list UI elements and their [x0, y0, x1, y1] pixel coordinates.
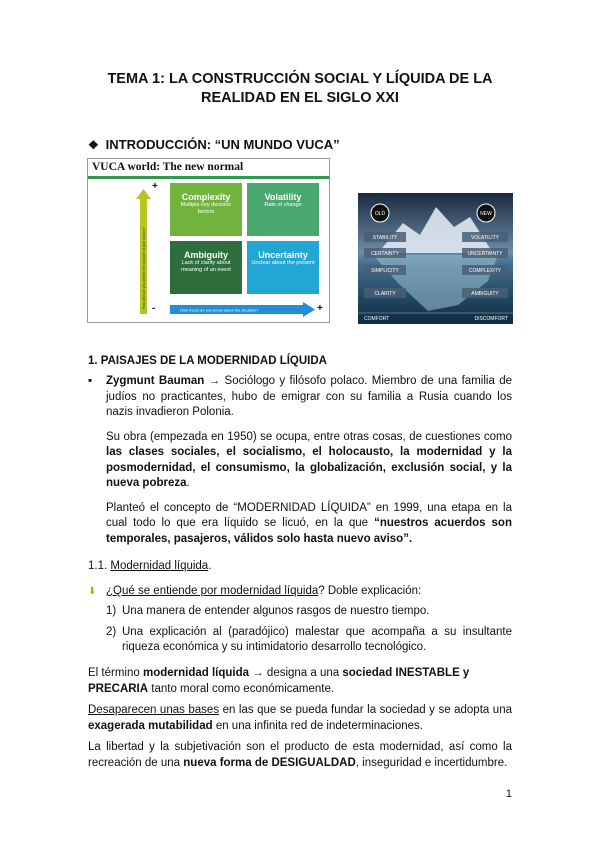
list-item: [106, 604, 512, 620]
libertad-paragraph: [88, 740, 512, 771]
termino-paragraph: [88, 666, 512, 697]
vuca-y-axis-label: How well can you predict the outcome of your actions?: [142, 227, 146, 309]
iceberg-right-2: UNCERTAINTY: [467, 251, 503, 257]
iceberg-graphic: [358, 193, 513, 324]
question-line: [88, 585, 512, 597]
obra-text-a: Su obra (empezada en 1950) se ocupa, entre otras cosas, de cuestiones como: [106, 430, 512, 443]
page-number: 1: [505, 788, 512, 800]
desaparecen-paragraph: [88, 703, 512, 734]
concepto-text-bold: “nuestros acuerdos son temporales, pasajeros, válidos solo hasta nuevo aviso”.: [106, 517, 512, 545]
iceberg-image: [358, 193, 513, 324]
bauman-paragraph: [88, 374, 512, 421]
vuca-box-complexity-sub: Multiple key decision factors: [180, 202, 232, 215]
heading-1-1-text: Modernidad líquida: [110, 560, 209, 572]
list-item-number: 1): [106, 605, 117, 617]
square-bullet-icon: ▪: [88, 375, 93, 387]
iceberg-discomfort: DISCOMFORT: [474, 316, 508, 322]
bauman-text: Sociólogo y filósofo polaco. Miembro de una familia de judíos no practicantes, hubo de emigrar con su familia a Rusia cuando los nazis invadieron Polonia.: [106, 375, 512, 418]
bauman-name: Zygmunt Bauman: [106, 375, 205, 387]
vuca-box-complexity: [170, 183, 242, 236]
obra-text-bold: las clases sociales, el socialismo, el holocausto, la modernidad y la posmodernidad, el consumismo, la globalización, exclusión social, y la nueva pobreza: [106, 446, 512, 489]
title-line-2: REALIDAD EN EL SIGLO XXI: [201, 90, 399, 106]
question-text-rest: ? Doble explicación:: [318, 585, 422, 597]
explanation-list: [106, 604, 512, 656]
iceberg-left-1: STABILITY: [372, 235, 398, 241]
vuca-box-uncertainty-head: Uncertainty: [258, 250, 308, 260]
heading-1-1-dot: .: [208, 560, 212, 572]
termino-bold-2: sociedad INESTABLE y PRECARIA: [88, 667, 470, 695]
diamond-bullet-icon: ❖: [88, 138, 99, 152]
bauman-block: [88, 374, 512, 547]
iceberg-comfort: COMFORT: [364, 316, 390, 322]
list-item-text: Una manera de entender algunos rasgos de nuestro tiempo.: [122, 605, 430, 617]
vuca-box-ambiguity-head: Ambiguity: [184, 250, 228, 260]
termino-c: → designa a una: [249, 667, 343, 679]
vuca-box-uncertainty: [247, 241, 319, 294]
arrow-down-bullet-icon: ⬇: [88, 586, 97, 597]
vuca-box-complexity-head: Complexity: [181, 192, 231, 202]
vuca-figure: [87, 158, 330, 323]
section-heading-intro: [88, 137, 340, 152]
list-item-number: 2): [106, 625, 117, 638]
iceberg-right-1: VOLATILITY: [471, 235, 499, 241]
section-heading-text: INTRODUCCIÓN: “UN MUNDO VUCA”: [105, 137, 340, 152]
bauman-arrow: →: [208, 375, 221, 387]
vuca-x-arrow: [170, 302, 315, 317]
vuca-box-ambiguity-sub: Lack of clarity about meaning of an event: [181, 260, 231, 273]
libertad-a: La libertad y la subjetivación son el producto de esta modernidad, así como la recreación de una: [88, 741, 512, 769]
obra-text-end: .: [186, 477, 190, 489]
question-text-underlined: ¿Qué se entiende por modernidad líquida: [106, 585, 319, 597]
vuca-box-volatility-sub: Rate of change: [264, 202, 302, 208]
vuca-y-arrow: [136, 189, 151, 314]
vuca-title: VUCA world: The new normal: [92, 161, 244, 173]
termino-e: tanto moral como económicamente.: [148, 682, 335, 695]
desap-d: en una infinita red de indeterminaciones.: [212, 719, 423, 732]
vuca-title-underline: [88, 176, 329, 179]
title-line-1: TEMA 1: LA CONSTRUCCIÓN SOCIAL Y LÍQUIDA DE LA: [107, 71, 493, 87]
libertad-c: , inseguridad e incertidumbre.: [355, 756, 508, 769]
iceberg-left-3: SIMPLICITY: [371, 268, 399, 274]
vuca-plus-right: +: [317, 303, 323, 314]
vuca-x-axis-label: How much do you know about the situation?: [180, 307, 259, 313]
old-label: OLD: [374, 211, 386, 217]
desap-b: en las que se pueda fundar la sociedad y se adopta una: [219, 704, 512, 716]
desap-underlined: Desaparecen unas bases: [88, 704, 220, 716]
vuca-minus: -: [152, 303, 156, 314]
vuca-box-uncertainty-sub: Unclear about the present: [251, 260, 315, 266]
iceberg-left-4: CLARITY: [374, 291, 396, 297]
iceberg-left-2: CERTAINTY: [371, 251, 399, 257]
libertad-bold: nueva forma de DESIGUALDAD: [183, 756, 356, 769]
termino-a: El término: [88, 667, 143, 679]
list-item-text: Una explicación al (paradójico) malestar que acompaña a su insultante riqueza económica y su intimidatorio desarrollo tecnológico.: [122, 625, 512, 653]
desap-bold: exagerada mutabilidad: [88, 719, 213, 732]
heading-modernidad-liquida: [88, 560, 211, 572]
heading-1-1-number: 1.1.: [88, 560, 111, 572]
iceberg-right-4: AMBIGUITY: [471, 291, 499, 297]
iceberg-right-3: COMPLEXITY: [468, 268, 502, 274]
page-title: [60, 70, 540, 108]
new-label: NEW: [480, 211, 492, 217]
obra-paragraph: [88, 430, 512, 492]
vuca-plus-top: +: [152, 181, 158, 192]
vuca-box-volatility: [247, 183, 319, 236]
termino-bold-1: modernidad líquida: [142, 667, 250, 679]
heading-paisajes: 1. PAISAJES DE LA MODERNIDAD LÍQUIDA: [88, 355, 327, 367]
vuca-box-ambiguity: [170, 241, 242, 294]
concepto-paragraph: [88, 501, 512, 548]
list-item: [106, 625, 512, 656]
vuca-box-volatility-head: Volatility: [264, 192, 302, 202]
concepto-text-a: Planteó el concepto de “MODERNIDAD LÍQUIDA” en 1999, una etapa en la cual todo lo que era líquido se licuó, en la que: [106, 501, 512, 529]
